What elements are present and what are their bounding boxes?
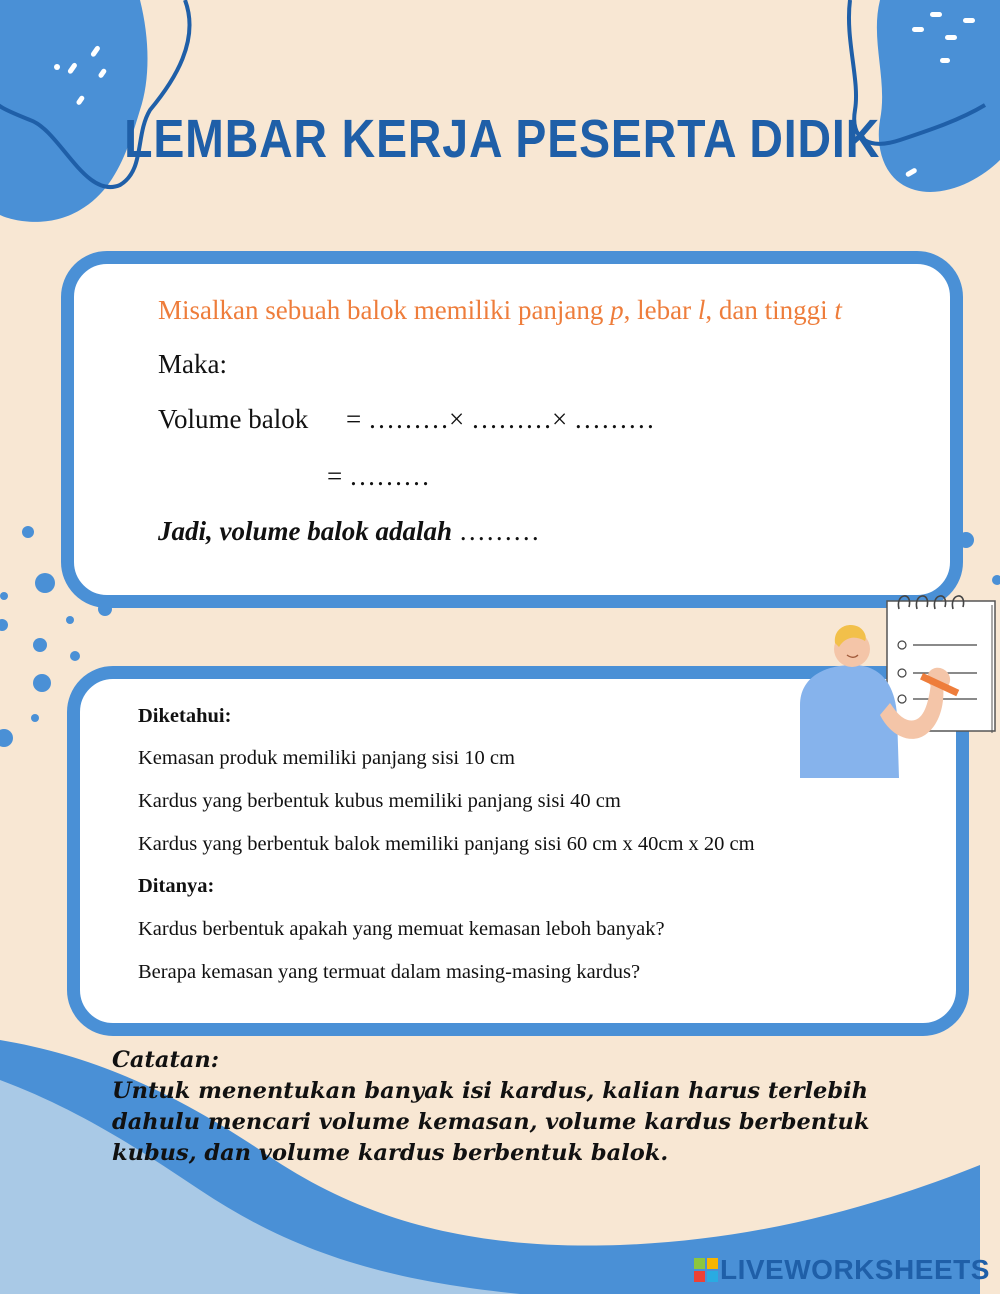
note-body: Untuk menentukan banyak isi kardus, kalian harus terlebih dahulu mencari volume kemasan, volume kardus berbentuk kubus, dan volume kardus berbentuk balok. bbox=[112, 1078, 870, 1166]
known-item: Kardus yang berbentuk kubus memiliki panjang sisi 40 cm bbox=[138, 790, 621, 812]
asked-item: Berapa kemasan yang termuat dalam masing-masing kardus? bbox=[138, 961, 641, 983]
volume-formula-blanks[interactable]: = ………× ………× ……… bbox=[346, 404, 655, 434]
conclusion-blank[interactable]: ……… bbox=[458, 516, 540, 546]
student-notepad-illustration bbox=[795, 585, 1000, 785]
notepad-icon bbox=[887, 601, 995, 731]
page-title: LEMBAR KERJA PESERTA DIDIK bbox=[124, 109, 881, 169]
asked-item: Kardus berbentuk apakah yang memuat kemasan leboh banyak? bbox=[138, 918, 665, 940]
conclusion-text: Jadi, volume balok adalah ……… bbox=[158, 516, 540, 546]
volume-result-blank[interactable]: = ……… bbox=[327, 461, 430, 491]
maka-label: Maka: bbox=[158, 349, 227, 379]
intro-sentence: Misalkan sebuah balok memiliki panjang p, lebar l, dan tinggi t bbox=[158, 295, 842, 325]
note-block bbox=[112, 1045, 942, 1169]
known-item: Kemasan produk memiliki panjang sisi 10 cm bbox=[138, 747, 515, 769]
asked-heading: Ditanya: bbox=[138, 875, 215, 897]
known-heading: Diketahui: bbox=[138, 705, 232, 727]
liveworksheets-logo[interactable] bbox=[694, 1254, 990, 1286]
volume-label: Volume balok bbox=[158, 404, 309, 434]
known-item: Kardus yang berbentuk balok memiliki panjang sisi 60 cm x 40cm x 20 cm bbox=[138, 833, 755, 855]
note-heading: Catatan: bbox=[112, 1047, 220, 1073]
liveworksheets-logo-icon bbox=[694, 1258, 718, 1282]
logo-text: LIVEWORKSHEETS bbox=[720, 1254, 990, 1285]
